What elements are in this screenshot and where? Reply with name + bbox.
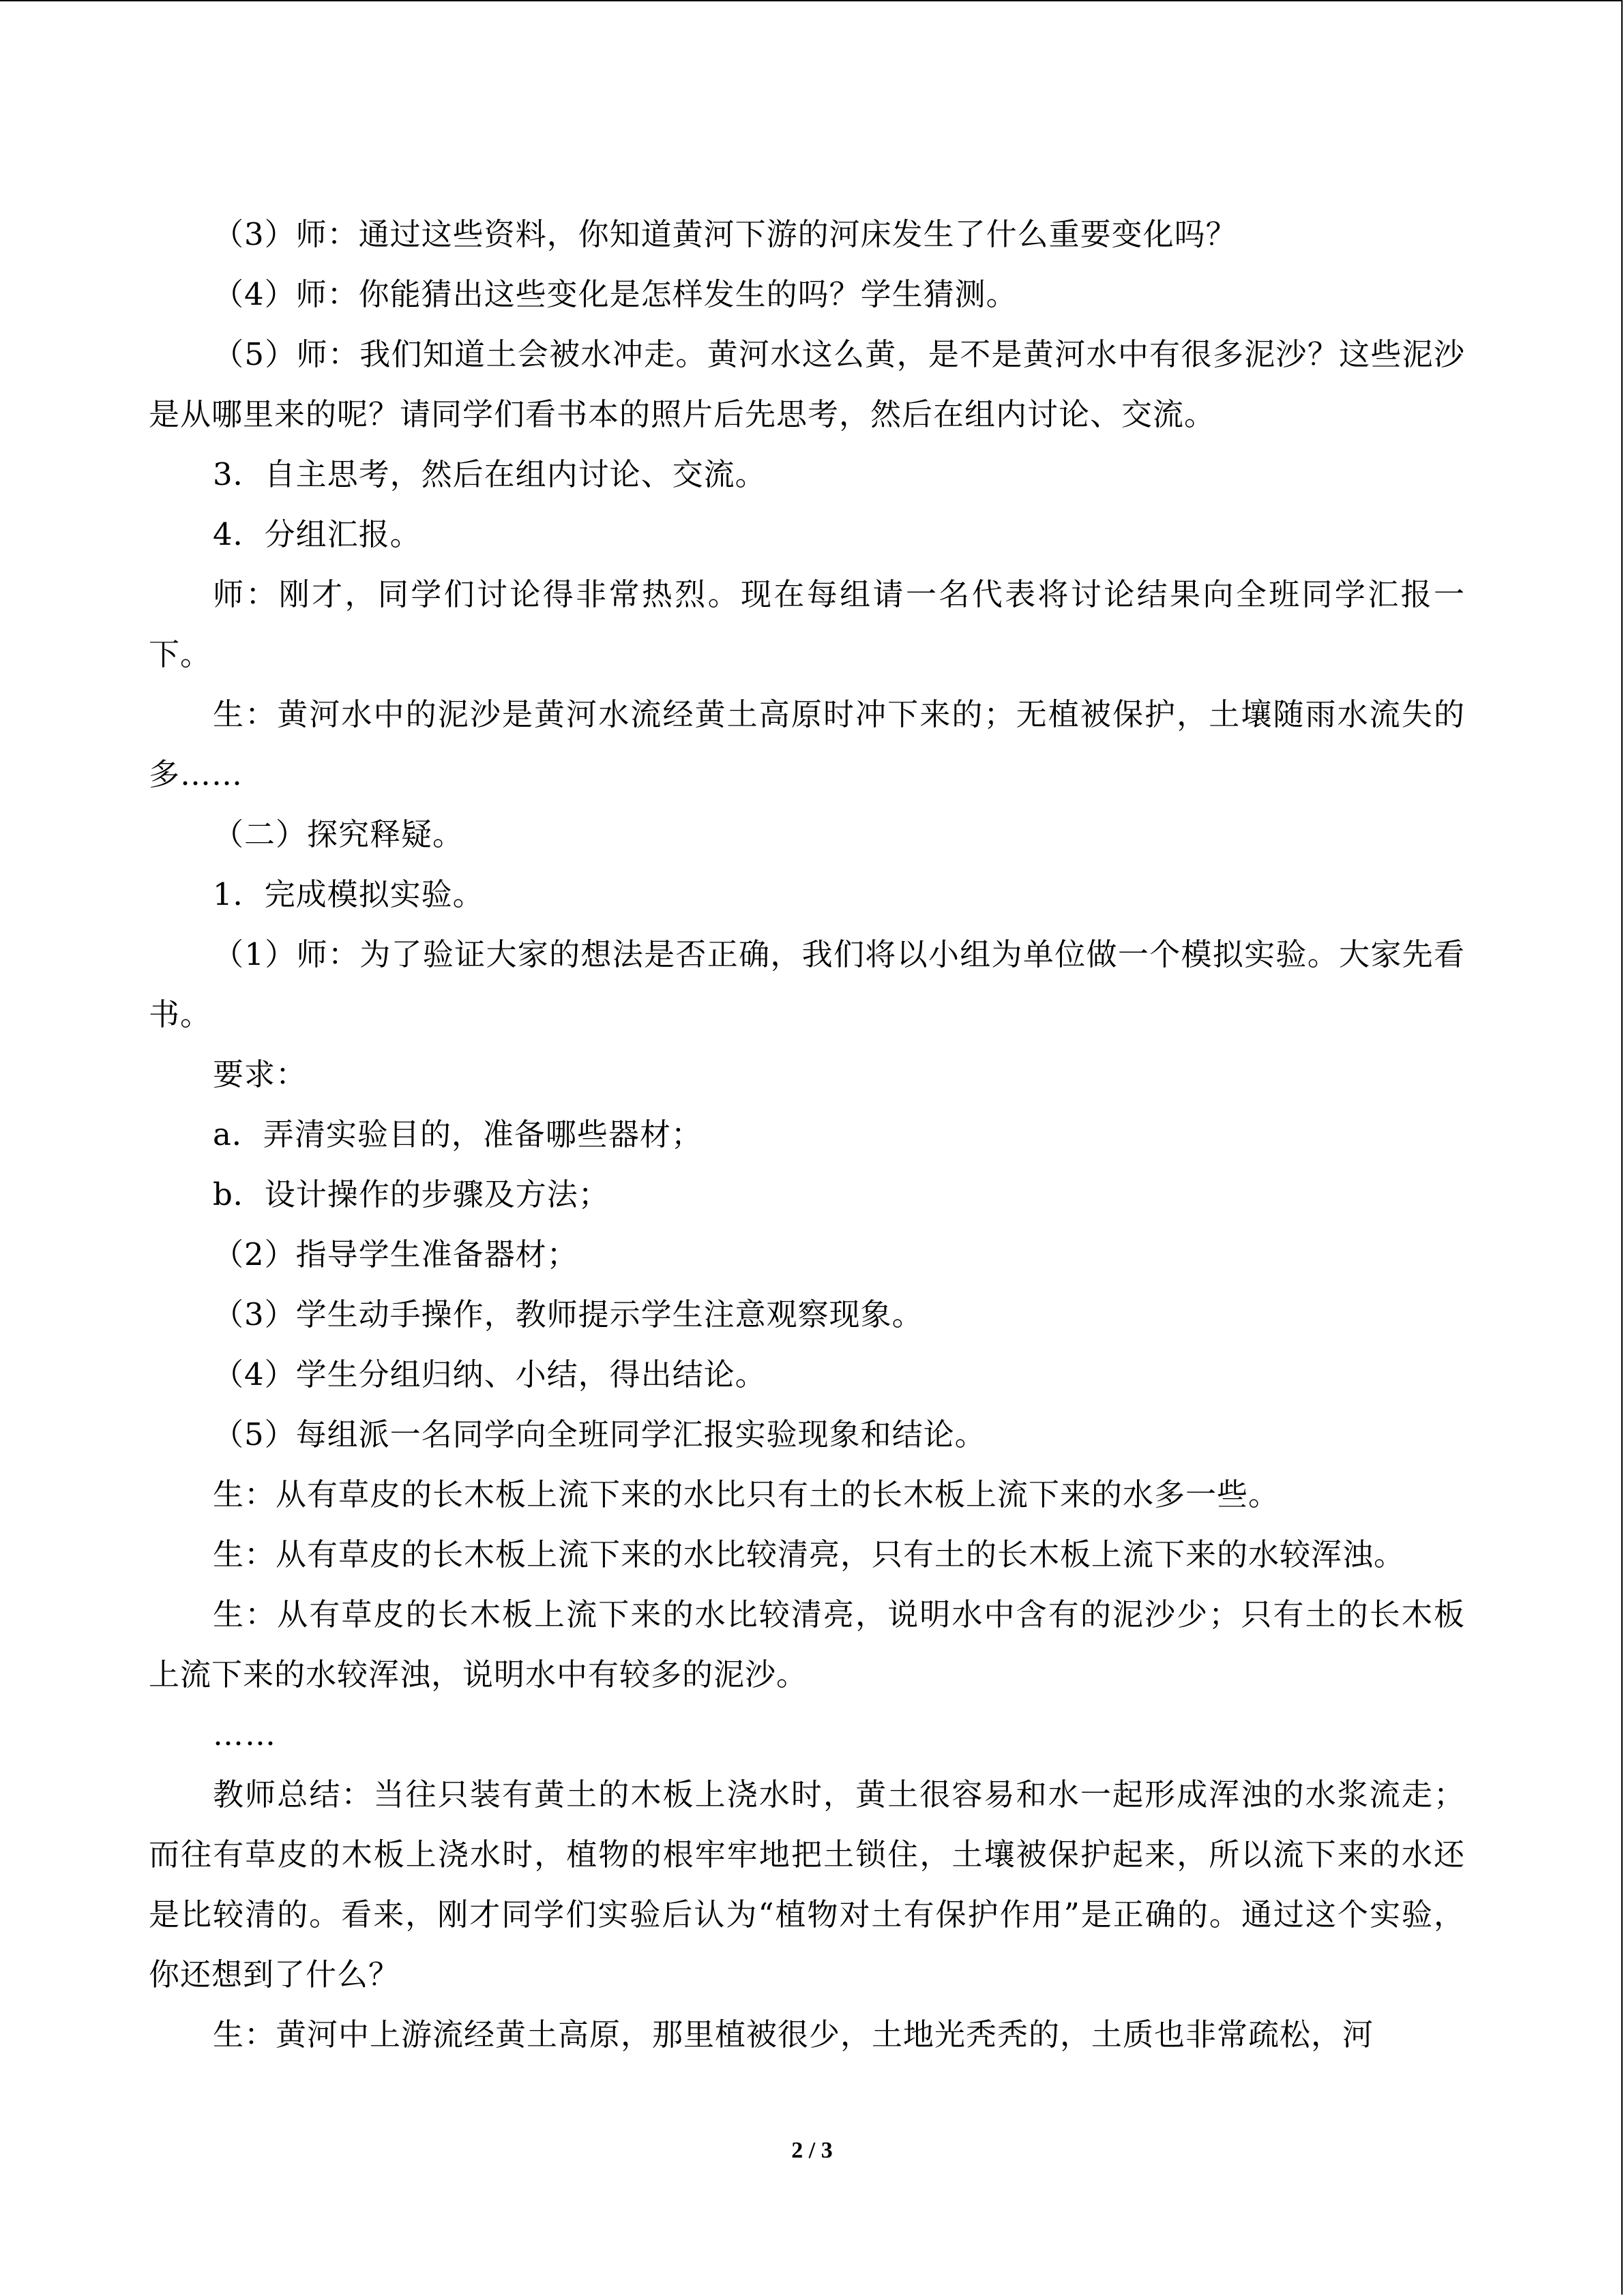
section-heading: （二）探究释疑。 xyxy=(213,816,464,852)
paragraph: 师：刚才，同学们讨论得非常热烈。现在每组请一名代表将讨论结果向全班同学汇报一下。 xyxy=(149,576,1465,672)
paragraph: 生：黄河中上游流经黄土高原，那里植被很少，土地光秃秃的，土质也非常疏松，河 xyxy=(213,2016,1374,2053)
paragraph: 教师总结：当往只装有黄土的木板上浇水时，黄土很容易和水一起形成浑浊的水浆流走；而往有草皮的木板上浇水时，植物的根牢牢地把土锁住，土壤被保护起来，所以流下来的水还是比较清的。看来，刚才同学们实验后认为“植物对土有保护作用”是正确的。通过这个实验，你还想到了什么？ xyxy=(149,1776,1465,1993)
paragraph: （5）师：我们知道土会被水冲走。黄河水这么黄，是不是黄河水中有很多泥沙？这些泥沙是从哪里来的呢？请同学们看书本的照片后先思考，然后在组内讨论、交流。 xyxy=(149,336,1465,432)
paragraph: b．设计操作的步骤及方法； xyxy=(213,1176,610,1212)
paragraph: （5）每组派一名同学向全班同学汇报实验现象和结论。 xyxy=(213,1416,986,1452)
paragraph: （4）师：你能猜出这些变化是怎样发生的吗？学生猜测。 xyxy=(213,276,1018,312)
paragraph: 3．自主思考，然后在组内讨论、交流。 xyxy=(213,456,767,492)
paragraph: 1．完成模拟实验。 xyxy=(213,876,484,912)
document-body xyxy=(149,205,1465,2065)
paragraph: 4．分组汇报。 xyxy=(213,516,422,552)
paragraph: （3）师：通过这些资料，你知道黄河下游的河床发生了什么重要变化吗？ xyxy=(213,216,1237,252)
paragraph: 生：从有草皮的长木板上流下来的水比较清亮，说明水中含有的泥沙少；只有土的长木板上流下来的水较浑浊，说明水中有较多的泥沙。 xyxy=(149,1596,1465,1693)
paragraph: 生：黄河水中的泥沙是黄河水流经黄土高原时冲下来的；无植被保护，土壤随雨水流失的多…… xyxy=(149,696,1465,792)
ellipsis-line: …… xyxy=(213,1716,277,1753)
page-number: 2 / 3 xyxy=(791,2138,833,2163)
paragraph: 生：从有草皮的长木板上流下来的水比只有土的长木板上流下来的水多一些。 xyxy=(213,1476,1280,1512)
paragraph: 要求： xyxy=(213,1056,308,1092)
paragraph: 生：从有草皮的长木板上流下来的水比较清亮，只有土的长木板上流下来的水较浑浊。 xyxy=(213,1536,1406,1572)
paragraph: a．弄清实验目的，准备哪些器材； xyxy=(213,1116,703,1152)
paragraph: （4）学生分组归纳、小结，得出结论。 xyxy=(213,1356,767,1392)
paragraph: （1）师：为了验证大家的想法是否正确，我们将以小组为单位做一个模拟实验。大家先看书。 xyxy=(149,936,1465,1032)
paragraph: （3）学生动手操作，教师提示学生注意观察现象。 xyxy=(213,1296,924,1332)
paragraph: （2）指导学生准备器材； xyxy=(213,1236,578,1272)
